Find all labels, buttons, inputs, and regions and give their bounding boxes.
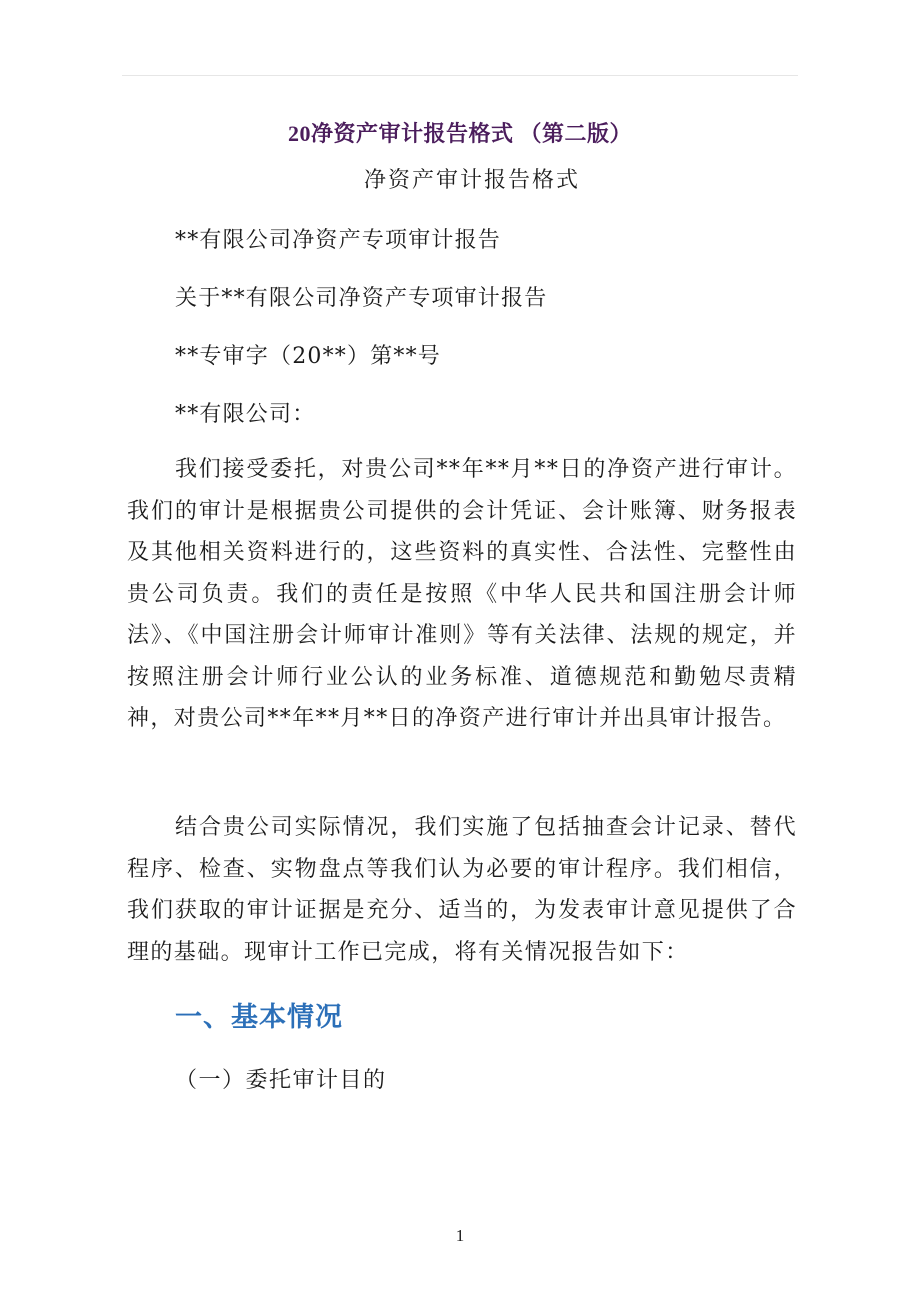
addressee-line: **有限公司： <box>175 402 316 427</box>
document-subtitle: 净资产审计报告格式 <box>363 168 580 193</box>
section-heading: 一、基本情况 <box>175 1002 343 1032</box>
header-rule <box>122 75 798 76</box>
document-title: 20净资产审计报告格式 （第二版） <box>287 121 632 146</box>
paragraph-procedures: 结合贵公司实际情况，我们实施了包括抽查会计记录、替代程序、检查、实物盘点等我们认为必要的审计程序。我们相信，我们获取的审计证据是充分、适当的，为发表审计意见提供了合理的基础。现审计工作已完成，将有关情况报告如下： <box>127 815 797 965</box>
page-number: 1 <box>455 1226 465 1245</box>
report-about-line: 关于**有限公司净资产专项审计报告 <box>175 286 548 311</box>
paragraph-engagement: 我们接受委托，对贵公司**年**月**日的净资产进行审计。我们的审计是根据贵公司提供的会计凭证、会计账簿、财务报表及其他相关资料进行的，这些资料的真实性、合法性、完整性由贵公司负责。我们的责任是按照《中华人民共和国注册会计师法》、《中国注册会计师审计准则》等有关法律、法规的规定，并按照注册会计师行业公认的业务标准、道德规范和勤勉尽责精神，对贵公司**年**月**日的净资产进行审计并出具审计报告。 <box>127 457 797 731</box>
report-name-line: **有限公司净资产专项审计报告 <box>175 228 502 253</box>
report-number-line: **专审字（20**）第**号 <box>175 344 441 369</box>
subsection-heading: （一）委托审计目的 <box>175 1068 387 1093</box>
